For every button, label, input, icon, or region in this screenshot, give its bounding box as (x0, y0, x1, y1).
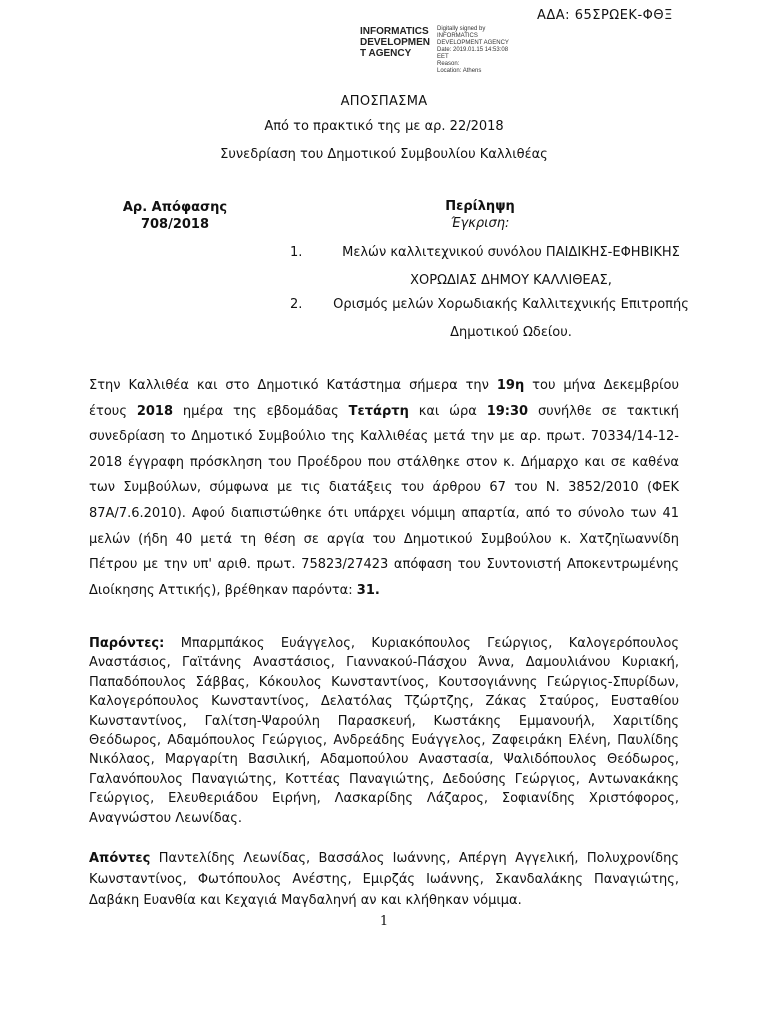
meeting-time: 19:30 (486, 403, 529, 419)
decision-number-block (100, 199, 250, 233)
digital-signature-org (360, 26, 440, 59)
session-paragraph (89, 373, 679, 603)
signature-org-line: DEVELOPMEN (360, 37, 431, 48)
decision-number: 708/2018 (140, 217, 210, 232)
digital-signature-meta (437, 26, 509, 75)
text-run: Στην Καλλιθέα και στο Δημοτικό Κατάστημα σήμερα την (89, 378, 489, 393)
signature-meta-line: Location: Athens (437, 68, 482, 74)
document-title: ΑΠΟΣΠΑΣΜΑ (340, 94, 428, 109)
summary-item-number: 1. (290, 245, 303, 260)
signature-meta-line: Date: 2019.01.15 14:53:08 (437, 47, 509, 53)
present-list: Μπαρμπάκος Ευάγγελος, Κυριακόπουλος Γεώργιος, Καλογερόπουλος Αναστάσιος, Γαϊτάνης Αναστάσιος, Γιαννακού-Πάσχου Άννα, Δαμουλιάνου Κυριακή, Παπαδόπουλος Σάββας, Κόκουλος Κωνσταντίνος, Κουτσογιάννης Γεώργιος-Σπυρίδων, Καλογερόπουλος Κωνσταντίνος, Δελατόλας Τζώρτζης, Ζάκας Σταύρος, Ευσταθίου Κωνσταντίνος, Γαλίτση-Ψαρούλη Παρασκευή, Κωστάκης Εμμανουήλ, Χαριτίδης Θεόδωρος, Αδαμόπουλος Γεώργιος, Ανδρεάδης Ευάγγελος, Ζαφειράκη Ελένη, Παυλίδης Νικόλαος, Μαργαρίτη Βασιλική, Αδαμοπούλου Αναστασία, Ψαλιδόπουλος Θεόδωρος, Γαλανόπουλος Παναγιώτης, Κοττέας Παναγιώτης, Δεδούσης Γεώργιος, Αντωνακάκης Γεώργιος, Ελευθεριάδου Ειρήνη, Λασκαρίδης Λάζαρος, Σοφιανίδης Χριστόφορος, Αναγνώστου Λεωνίδας. (89, 636, 680, 826)
text-run: ημέρα της εβδομάδας (182, 403, 339, 419)
text-run: συνήλθε σε τακτική συνεδρίαση το Δημοτικό Συμβούλιο της Καλλιθέας μετά την με αρ. πρωτ. 70334/14-12-2018 έγγραφη πρόσκληση του Προέδρου που στάλθηκε στον κ. Δήμαρχο και σε καθένα των Συμβούλων, σύμφωνα με τις διατάξεις του άρθρου 67 του Ν. 3852/2010 (ΦΕΚ 87Α/7.6.2010). Αφού διαπιστώθηκε ότι υπάρχει νόμιμη απαρτία, από το σύνολο των 41 μελών (ήδη 40 μετά τη θέση σε αργία του Δημοτικού Συμβούλου κ. Χατζηϊωαννίδη Πέτρου με την υπ' αριθ. πρωτ. 75823/27423 απόφαση του Συντονιστή Αποκεντρωμένης Διοίκησης Αττικής), βρέθηκαν παρόντα: (89, 403, 679, 598)
summary-approval-label: Έγκριση: (450, 216, 510, 231)
signature-meta-line: Reason: (437, 61, 460, 67)
minutes-number: 22/2018 (449, 119, 504, 134)
signature-org-line: INFORMATICS (360, 26, 429, 37)
minutes-prefix: Από το πρακτικό της με αρ. (264, 119, 446, 134)
signature-meta-line: EET (437, 54, 449, 60)
minutes-reference (0, 119, 768, 134)
meeting-year: 2018 (136, 403, 173, 419)
summary-item-line: Μελών καλλιτεχνικού συνόλου ΠΑΙΔΙΚΗΣ-ΕΦΗΒΙΚΗΣ (342, 245, 680, 260)
signature-meta-line: INFORMATICS (437, 33, 478, 39)
decision-label: Αρ. Απόφασης (122, 200, 228, 215)
ada-code: ΑΔΑ: 65ΣΡΩΕΚ-ΦΘΞ (537, 8, 673, 23)
session-title: Συνεδρίαση του Δημοτικού Συμβουλίου Καλλιθέας (220, 147, 548, 162)
signature-org-line: T AGENCY (360, 48, 412, 59)
absent-members-paragraph (89, 848, 679, 911)
present-members-paragraph (89, 634, 679, 828)
summary-label: Περίληψη (445, 199, 515, 214)
summary-item-number: 2. (290, 297, 303, 312)
signature-meta-line: Digitally signed by (437, 26, 486, 32)
summary-item-line: ΧΟΡΩΔΙΑΣ ΔΗΜΟΥ ΚΑΛΛΙΘΕΑΣ, (410, 273, 612, 288)
signature-meta-line: DEVELOPMENT AGENCY (437, 40, 509, 46)
meeting-day: 19η (496, 378, 525, 393)
summary-item-line: Δημοτικού Ωδείου. (450, 325, 572, 340)
text-run: του μήνα Δεκεμβρίου έτους (89, 378, 679, 419)
page-number: 1 (379, 914, 389, 929)
summary-item-line: Ορισμός μελών Χορωδιακής Καλλιτεχνικής Επιτροπής (333, 297, 689, 312)
present-label: Παρόντες: (89, 636, 165, 651)
text-run: και ώρα (418, 403, 477, 419)
absent-list: Παντελίδης Λεωνίδας, Βασσάλος Ιωάννης, Απέργη Αγγελική, Πολυχρονίδης Κωνσταντίνος, Φωτόπουλος Ανέστης, Εμιρζάς Ιωάννης, Σκανδαλάκης Παναγιώτης, Δαβάκη Ευανθία και Κεχαγιά Μαγδαληνή αν και κλήθηκαν νόμιμα. (89, 851, 679, 908)
present-count: 31. (356, 582, 380, 598)
absent-label: Απόντες (89, 851, 151, 866)
meeting-weekday: Τετάρτη (348, 403, 409, 419)
